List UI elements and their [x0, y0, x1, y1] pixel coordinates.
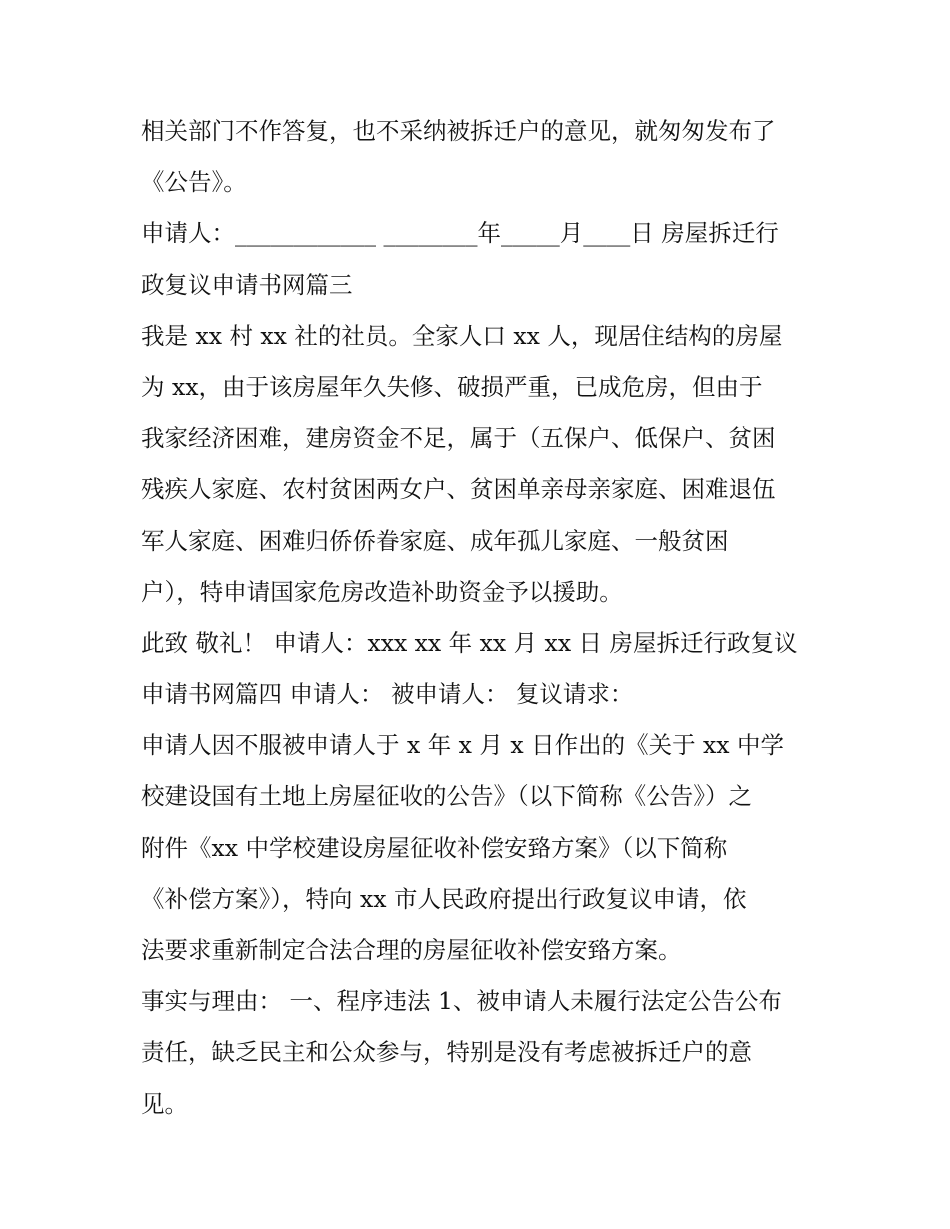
text-line: 《补偿方案》），特向 xx 市人民政府提出行政复议申请，依 — [141, 884, 747, 913]
text-line: 我家经济困难，建房资金不足，属于（五保户、低保户、贫困 — [141, 424, 776, 453]
text-line: 为 xx，由于该房屋年久失修、破损严重，已成危房，但由于 — [141, 372, 763, 401]
text-line: 附件《xx 中学校建设房屋征收补偿安臵方案》（以下简称 — [141, 833, 728, 862]
text-line: 此致 敬礼！ 申请人：xxx xx 年 xx 月 xx 日 房屋拆迁行政复议 — [141, 628, 798, 657]
document-body — [141, 106, 821, 1130]
text-line: 我是 xx 村 xx 社的社员。全家人口 xx 人，现居住结构的房屋 — [141, 321, 783, 350]
text-line: 见。 — [141, 1089, 188, 1118]
text-line: 政复议申请书网篇三 — [141, 270, 353, 299]
text-line: 责任，缺乏民主和公众参与，特别是没有考虑被拆迁户的意 — [141, 1038, 752, 1067]
text-line: 残疾人家庭、农村贫困两女户、贫困单亲母亲家庭、困难退伍 — [141, 475, 776, 504]
text-line: 事实与理由： 一、程序违法 1、被申请人未履行法定公告公布 — [141, 987, 782, 1016]
text-line: 校建设国有土地上房屋征收的公告》（以下简称《公告》）之 — [141, 782, 752, 811]
text-line: 申请人因不服被申请人于 x 年 x 月 x 日作出的《关于 xx 中学 — [141, 731, 785, 760]
text-line: 申请书网篇四 申请人： 被申请人： 复议请求： — [141, 680, 634, 709]
text-line: 申请人：____________ ________年_____月____日 房屋拆迁行 — [141, 219, 779, 248]
text-line: 《公告》。 — [141, 168, 247, 197]
text-line: 户），特申请国家危房改造补助资金予以援助。 — [141, 577, 623, 606]
text-line: 相关部门不作答复，也不采纳被拆迁户的意见，就匆匆发布了 — [141, 117, 776, 145]
text-line: 法要求重新制定合法合理的房屋征收补偿安臵方案。 — [141, 936, 682, 964]
text-line: 军人家庭、困难归侨侨眷家庭、成年孤儿家庭、一般贫困 — [141, 526, 729, 555]
